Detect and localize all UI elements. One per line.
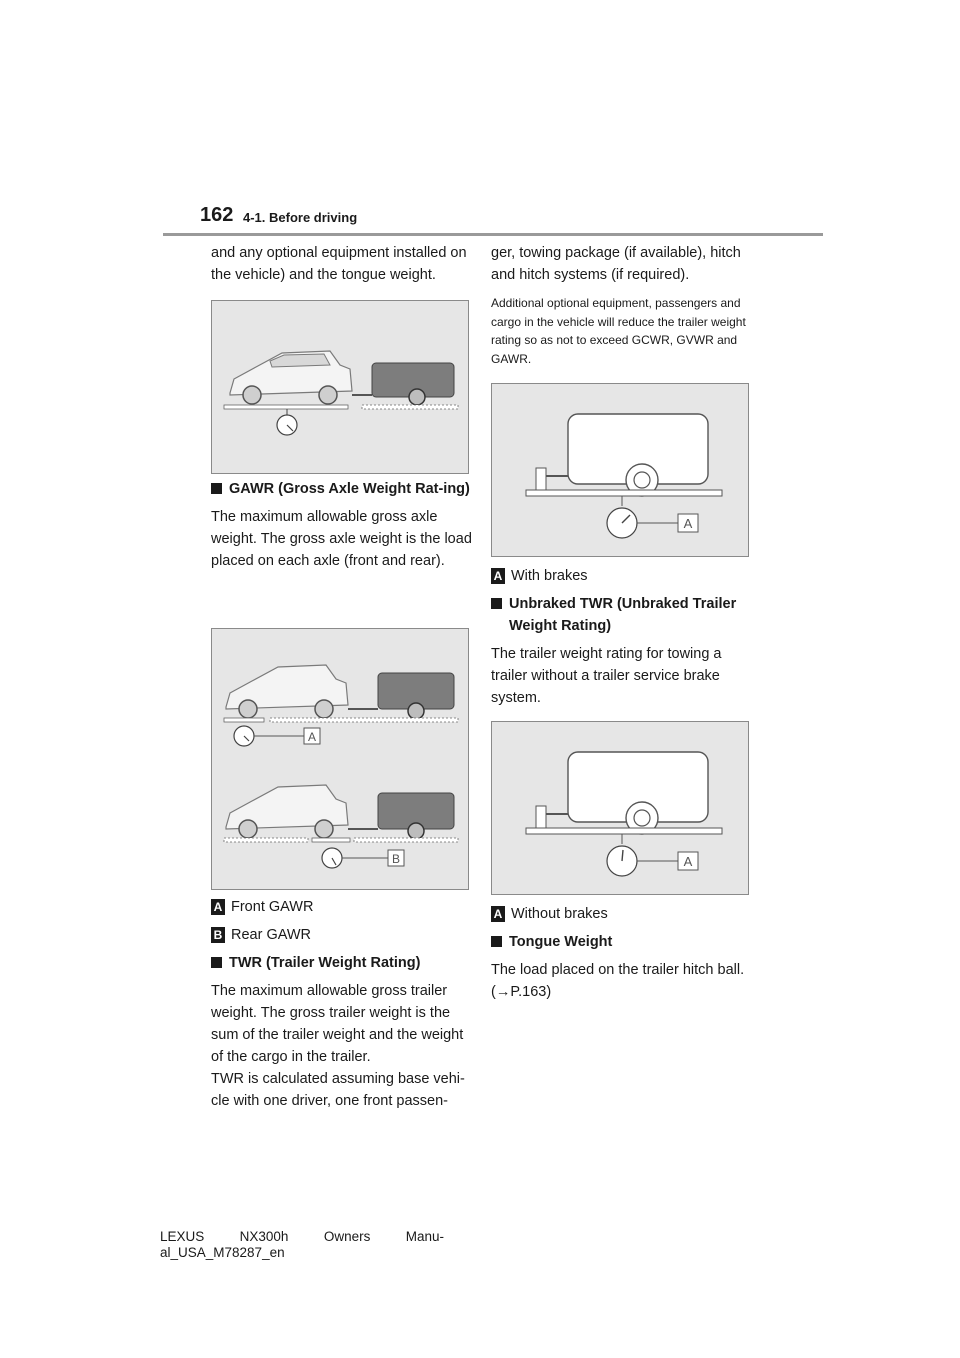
scale-gauge-icon [322,848,342,868]
legend-without-brakes-text: Without brakes [511,906,608,922]
gawr-text: The maximum allowable gross axle weight. The gross axle weight is the load placed on each axle (front and rear). [211,509,472,569]
twr-text: The maximum allowable gross trailer weight. The gross trailer weight is the sum of the trailer weight and the weight of the cargo in the trailer. [211,983,464,1065]
tongue-heading [491,931,753,953]
scale-gauge-icon [277,409,297,435]
footer-word: Owners [323,1229,371,1244]
tongue-heading-text: Tongue Weight [509,934,613,950]
fig-label-b: B [391,852,401,866]
vehicle-icon [226,665,348,718]
gawr-section [211,478,473,572]
legend-b [211,924,311,946]
section-title: 4-1. Before driving [243,210,358,225]
footer [160,1229,460,1261]
gawr-heading-text: GAWR (Gross Axle Weight Rat-ing) [229,481,470,497]
twr-text-2: TWR is calculated assuming base vehi-cle with one driver, one front passen- [211,1071,465,1109]
bullet-square-icon [491,936,502,947]
continuation-text: ger, towing package (if available), hitch and hitch systems (if required). [491,245,741,283]
bullet-square-icon [491,598,502,609]
fig-label-a: A [683,516,693,531]
legend-a [211,896,313,918]
without-brakes-figure [491,721,749,895]
small-note-text: Additional optional equipment, passengers and cargo in the vehicle will reduce the trailer weight rating so as not to exceed GCWR, GVWR and GAWR. [491,296,746,366]
fig-label-a: A [307,730,317,744]
twr-heading-text: TWR (Trailer Weight Rating) [229,955,421,971]
left-intro [211,242,473,286]
legend-without-brakes [491,903,608,925]
legend-a-text: Front GAWR [231,899,314,915]
label-a-badge: A [211,899,225,915]
unbraked-heading-text: Unbraked TWR (Unbraked Trailer Weight Rating) [509,596,737,634]
footer-line-2: al_USA_M78287_en [160,1245,285,1260]
header-rule [163,233,823,236]
twr-section [211,952,473,1112]
twr-heading [211,952,473,974]
gawr-figure [211,628,469,890]
bullet-square-icon [211,483,222,494]
with-brakes-figure [491,383,749,557]
scale-gauge-icon [607,508,637,538]
vehicle-icon [230,351,352,404]
legend-b-text: Rear GAWR [231,927,312,943]
gawr-heading [211,478,473,500]
gcwr-figure [211,300,469,474]
page-number: 162 [200,204,234,226]
tongue-text: The load placed on the trailer hitch ball. (→P.163) [491,962,745,1000]
label-a-badge: A [491,568,505,584]
vehicle-icon [226,785,348,838]
footer-word: LEXUS [160,1229,205,1244]
trailer-icon [372,363,454,405]
legend-with-brakes [491,565,588,587]
unbraked-heading [491,593,753,637]
legend-with-brakes-text: With brakes [511,568,588,584]
bullet-square-icon [211,957,222,968]
intro-text: and any optional equipment installed on the vehicle) and the tongue weight. [211,245,467,283]
scale-gauge-icon [234,726,254,746]
trailer-with-brakes-illustration [492,384,748,556]
footer-word: Manu- [405,1229,444,1244]
fig-label-a: A [683,854,693,869]
footer-word: NX300h [239,1229,289,1244]
scale-gauge-icon [607,846,637,876]
trailer-without-brakes-illustration [492,722,748,894]
label-a-badge: A [491,906,505,922]
unbraked-text: The trailer weight rating for towing a trailer without a trailer service brake system. [491,646,722,706]
tongue-section [491,931,753,1003]
label-b-badge: B [211,927,225,943]
unbraked-section [491,593,753,709]
right-intro [491,242,753,368]
car-trailer-illustration [212,301,468,473]
gawr-illustration [212,629,468,889]
